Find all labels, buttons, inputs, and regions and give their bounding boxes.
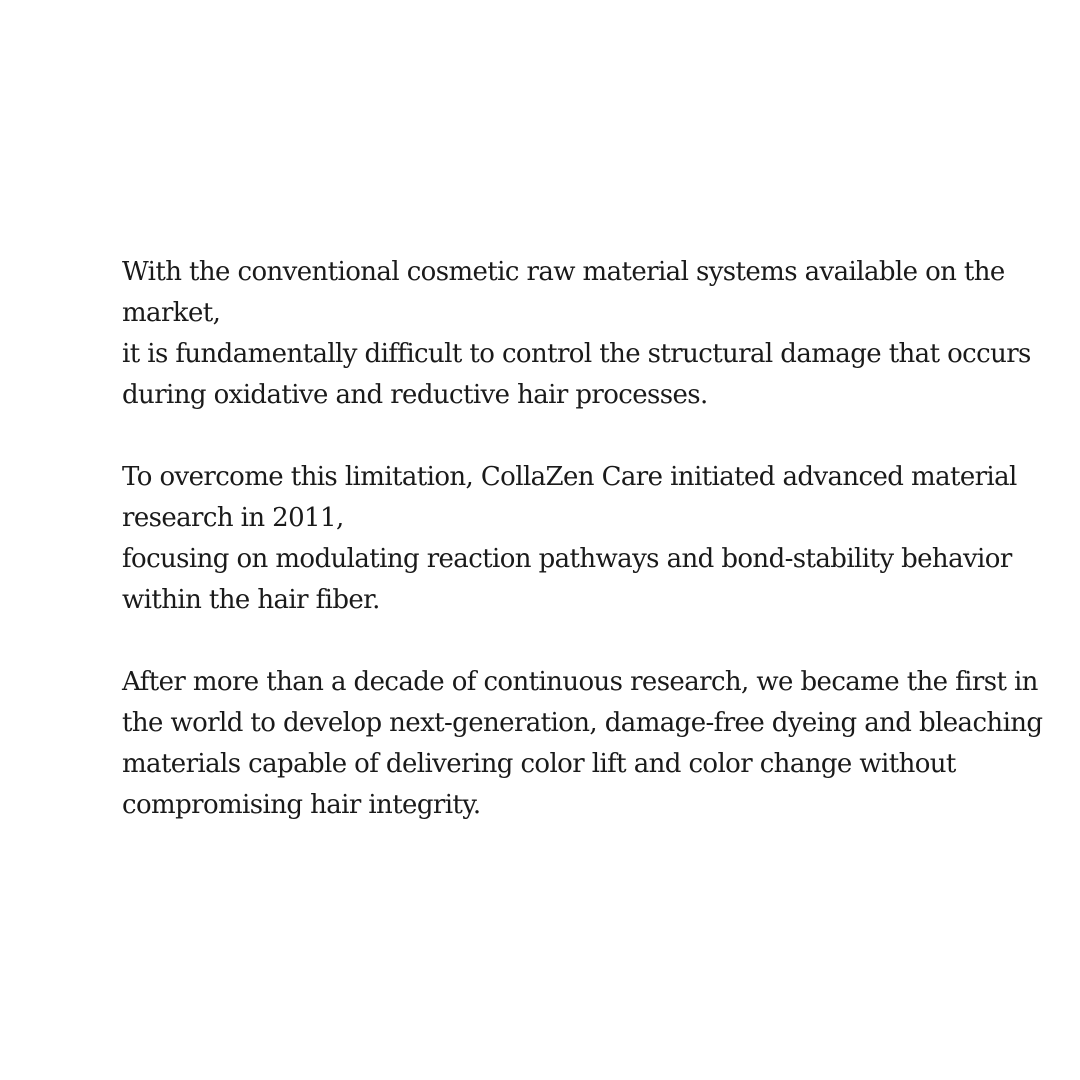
text-line: the world to develop next-generation, damage-free dyeing and bleaching [122,708,1043,738]
body-text [122,252,1043,826]
text-line: within the hair fiber. [122,585,380,615]
paragraph-achievement [122,662,1043,826]
text-line: To overcome this limitation, CollaZen Care initiated advanced material [122,462,1017,492]
text-line: focusing on modulating reaction pathways and bond-stability behavior [122,544,1012,574]
paragraph-research-start [122,457,1017,621]
text-line: materials capable of delivering color lift and color change without [122,749,956,779]
text-line: during oxidative and reductive hair processes. [122,380,708,410]
text-line: market, [122,298,221,328]
text-line: compromising hair integrity. [122,790,481,820]
text-line: With the conventional cosmetic raw material systems available on the [122,257,1005,287]
text-line: research in 2011, [122,503,344,533]
text-line: After more than a decade of continuous research, we became the first in [122,667,1038,697]
text-line: it is fundamentally difficult to control the structural damage that occurs [122,339,1031,369]
paragraph-conventional-materials [122,252,1031,416]
